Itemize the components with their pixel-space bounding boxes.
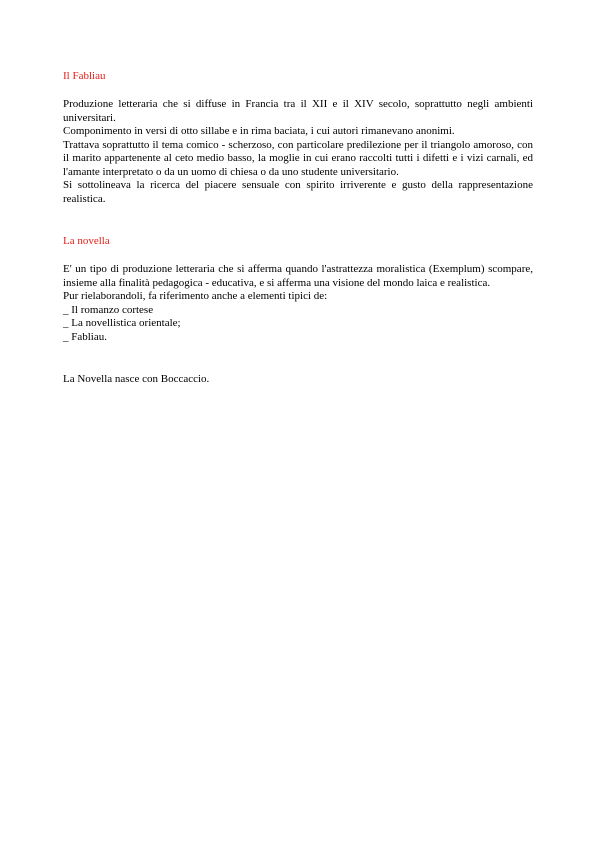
closing-line: La Novella nasce con Boccaccio. <box>63 373 210 385</box>
novella-body <box>63 263 533 344</box>
list-item: _ La novellistica orientale; <box>63 317 181 329</box>
fabliau-body <box>63 98 533 206</box>
list-item: _ Fabliau. <box>63 330 107 343</box>
section-title-novella: La novella <box>63 235 110 247</box>
paragraph: Componimento in versi di otto sillabe e in rima baciata, i cui autori rimanevano anonimi. <box>63 125 455 137</box>
list-item: _ Il romanzo cortese <box>63 303 154 316</box>
list-intro: Pur rielaborandoli, fa riferimento anche a elementi tipici de: <box>63 290 328 302</box>
paragraph: Produzione letteraria che si diffuse in Francia tra il XII e il XIV secolo, soprattutto negli ambienti universitari. <box>63 98 533 124</box>
paragraph: Trattava soprattutto il tema comico - scherzoso, con particolare predilezione per il triangolo amoroso, con il marito appartenente al ceto medio basso, la moglie in cui erano raccolti tutti i difetti e i vizi carnali, ed l'amante interpretato o da un uomo di chiesa o da uno studente universitario. <box>63 138 533 178</box>
section-title-fabliau: Il Fabliau <box>63 70 106 82</box>
paragraph: E' un tipo di produzione letteraria che si afferma quando l'astrattezza moralistica (Exemplum) scompare, insieme alla finalità pedagogica - educativa, e si afferma una visione del mondo laica e realistica. <box>63 263 533 289</box>
closing-block <box>63 373 533 387</box>
paragraph: Si sottolineava la ricerca del piacere sensuale con spirito irriverente e gusto della rappresentazione realistica. <box>63 179 533 205</box>
